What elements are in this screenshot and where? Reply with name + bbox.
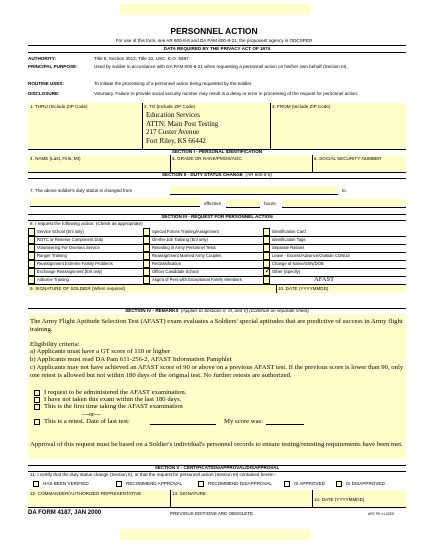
request-option-label: Reassignment Extreme Family Problems bbox=[37, 261, 113, 266]
request-option-label: Identification Tags bbox=[272, 237, 306, 242]
purpose-text: Used by soldier in accordance with DA PAM 600-8-21 when requesting a personnel action on his/her own behalf (Section III). bbox=[94, 64, 348, 69]
section5-heading: SECTION V - CERTIFICATION/APPROVAL/DISAPPROVAL bbox=[154, 465, 280, 470]
other-specify-value[interactable]: AFAST bbox=[314, 276, 335, 283]
name-label: 4. NAME (Last, First, MI) bbox=[30, 156, 81, 161]
from-field[interactable] bbox=[270, 103, 406, 149]
request-checkbox[interactable] bbox=[263, 236, 270, 244]
effective-field[interactable] bbox=[226, 199, 260, 208]
recommend-approval-checkbox[interactable] bbox=[116, 481, 122, 487]
option-not-taken-label: I have not taken this exam within the last 180 days. bbox=[44, 396, 182, 403]
purpose-label: PRINCIPAL PURPOSE: bbox=[28, 64, 78, 69]
privacy-heading: DATA REQUIRED BY THE PRIVACY ACT OF 1974 bbox=[163, 46, 271, 51]
thru-label: 1. THRU (Include ZIP Code) bbox=[30, 104, 88, 109]
request-checkbox[interactable] bbox=[28, 252, 35, 260]
option-administer-label: I request to be administered the AFAST examination. bbox=[44, 389, 187, 396]
or-separator: ---or--- bbox=[82, 411, 101, 418]
request-checkbox[interactable] bbox=[143, 228, 150, 236]
option-first-time-checkbox[interactable] bbox=[34, 404, 40, 410]
authority-label: AUTHORITY: bbox=[28, 56, 56, 61]
recommend-disapproval-checkbox[interactable] bbox=[198, 481, 204, 487]
form-number: DA FORM 4187, JAN 2000 bbox=[28, 510, 102, 516]
recommend-disapproval-label: RECOMMEND DISAPPROVAL bbox=[208, 481, 272, 486]
to-address-line: Education Services bbox=[146, 111, 200, 119]
retest-label: This is a retest. Date of last test: bbox=[44, 418, 130, 425]
verified-label: HAS BEEN VERIFIED bbox=[43, 481, 89, 486]
request-checkbox[interactable] bbox=[263, 228, 270, 236]
recommend-approval-label: RECOMMEND APPROVAL bbox=[126, 481, 183, 486]
item8-label: 8. I request the following action: (Check as appropriate) bbox=[30, 221, 143, 226]
grade-label: 5. GRADE OR RANK/PMOS/AOC bbox=[172, 156, 242, 161]
request-checkbox[interactable] bbox=[263, 268, 270, 276]
item11-label: 11. I certify that the duty status change (Section II), or that the request for personnel action (Section III) contained herein - bbox=[30, 472, 277, 477]
disclosure-label: DISCLOSURE: bbox=[28, 91, 60, 96]
disapproved-label: IS DISAPPROVED bbox=[346, 481, 385, 486]
option-first-time-label: This is the first time taking the AFAST examination bbox=[44, 403, 183, 410]
date-label: 10. DATE (YYYYMMDD) bbox=[278, 286, 329, 291]
from-label: 3. FROM (Include ZIP Code) bbox=[272, 104, 331, 109]
hours-label: hours, bbox=[264, 201, 277, 206]
score-label: My score was: bbox=[224, 418, 264, 425]
signature-label: 9. SIGNATURE OF SOLDIER (When required) bbox=[30, 286, 126, 291]
authority-text: Title 5, Section 3012, Title 10, USC, E.O. 9397. bbox=[94, 56, 190, 61]
approval-note: Approval of this request must be based on a Soldier's individual's personnel records to ensure testing/retesting requirements have been met. bbox=[30, 441, 403, 448]
disapproved-checkbox[interactable] bbox=[336, 481, 342, 487]
request-checkbox[interactable] bbox=[28, 268, 35, 276]
request-option-label: Officer Candidate School bbox=[152, 269, 199, 274]
request-checkbox[interactable] bbox=[143, 236, 150, 244]
request-option-label: Airborne Training bbox=[37, 277, 69, 282]
request-option-label: Change of Name/SSN/DOB bbox=[272, 261, 324, 266]
form-subtitle: For use of this form, see AR 600-8-6 and DA PAM 600-8-21; the proponent agency is ODCSPER bbox=[115, 38, 313, 43]
request-checkbox[interactable] bbox=[143, 276, 150, 284]
ssn-label: 6. SOCIAL SECURITY NUMBER bbox=[314, 156, 382, 161]
request-option-label bbox=[272, 276, 404, 284]
request-checkbox[interactable] bbox=[28, 244, 35, 252]
to-address-line: 217 Custer Avenue bbox=[146, 128, 200, 136]
remarks-text bbox=[30, 318, 404, 380]
request-option-label: ROTC or Reserve Component Duty bbox=[37, 237, 104, 242]
option-administer-checkbox[interactable] bbox=[34, 390, 40, 396]
to-address-line: ATTN: Main Post Testing bbox=[146, 119, 219, 128]
section1-heading: SECTION I - PERSONAL IDENTIFICATION bbox=[171, 149, 263, 154]
request-option-label: Identification Card bbox=[272, 229, 306, 234]
to-label: 2. TO (Include ZIP Code) bbox=[144, 104, 196, 109]
request-option-label: On-the-Job Training (Enl only) bbox=[152, 237, 208, 242]
request-option-label: Special Forces Training/Assignment bbox=[152, 229, 219, 234]
commander-signature-label: 13. SIGNATURE bbox=[172, 491, 207, 496]
request-checkbox[interactable] bbox=[263, 244, 270, 252]
request-checkbox[interactable] bbox=[143, 244, 150, 252]
request-checkbox[interactable] bbox=[143, 268, 150, 276]
routine-uses-text: To initiate the processing of a personnel action being requested by the soldier. bbox=[94, 81, 253, 86]
request-option-label: Retesting in Army Personnel Tests bbox=[152, 245, 216, 250]
score-field[interactable] bbox=[266, 424, 304, 425]
request-checkbox[interactable] bbox=[143, 252, 150, 260]
form-title: PERSONNEL ACTION bbox=[170, 26, 258, 36]
criteria-a: a) Applicants must have a GT score of 110 or higher bbox=[30, 348, 171, 356]
thru-field[interactable] bbox=[28, 103, 142, 149]
option-not-taken-checkbox[interactable] bbox=[34, 397, 40, 403]
to-address-line: Fort Riley, KS 66442 bbox=[146, 136, 206, 145]
request-checkbox[interactable] bbox=[28, 236, 35, 244]
request-option-label: Reassignment Married Army Couples bbox=[152, 253, 222, 258]
bottom-fill-strip[interactable] bbox=[120, 529, 310, 540]
request-option-label: Other (Specify) bbox=[272, 269, 301, 274]
request-checkbox[interactable] bbox=[28, 276, 35, 284]
criteria-title: Eligibility criteria: bbox=[30, 340, 80, 348]
remarks-intro: The Army Flight Aptitude Selection Test (AFAST) exam evaluates a Soldiers' special aptitudes that are predictive of success in Army flight training. bbox=[30, 318, 403, 333]
request-option-label: Exchange Reassignment (Enl only) bbox=[37, 269, 103, 274]
request-checkbox[interactable] bbox=[28, 228, 35, 236]
last-test-date-field[interactable] bbox=[150, 424, 216, 425]
criteria-b: b) Applicants must read DA Pam 611-256-2, AFAST Information Pamphlet bbox=[30, 356, 232, 364]
top-fill-strip[interactable] bbox=[120, 4, 310, 15]
verified-checkbox[interactable] bbox=[33, 481, 39, 487]
disclosure-text: Voluntary. Failure to provide social security number may result in a delay or error in processing of the request for personnel action. bbox=[94, 91, 359, 96]
duty-status-text: 7. The above soldier's duty status is changed from bbox=[30, 188, 133, 193]
section3-heading: SECTION III - REQUEST FOR PERSONNEL ACTION bbox=[161, 214, 273, 219]
request-option-label: Reclassification bbox=[152, 261, 182, 266]
request-option-label: Separate Rations bbox=[272, 245, 305, 250]
request-checkbox[interactable] bbox=[263, 252, 270, 260]
request-checkbox[interactable] bbox=[143, 260, 150, 268]
criteria-c: c) Applicants may not have achieved an AFAST score of 90 or above on a previous AFAST test. If the previous score is lower than 90, only one retest is allowed but not within 180 days of the original test. No further retests are authorized. bbox=[30, 363, 404, 379]
duty-from-field[interactable] bbox=[170, 186, 338, 195]
request-option-label: Asgmt of Pers with Exceptional Family Members bbox=[152, 277, 242, 282]
apd-version: APD PE v1.02ES bbox=[368, 512, 395, 516]
retest-checkbox[interactable] bbox=[34, 419, 40, 425]
representative-label: 12. COMMANDER/AUTHORIZED REPRESENTATIVE bbox=[30, 491, 142, 496]
approval-date-label: 14. DATE (YYYYMMDD) bbox=[314, 497, 365, 502]
request-checkbox[interactable] bbox=[28, 260, 35, 268]
approved-label: IS APPROVED bbox=[294, 481, 325, 486]
effective-label: effective bbox=[204, 201, 222, 206]
request-option-label: Ranger Training bbox=[37, 253, 67, 258]
duty-to-label: to bbox=[342, 188, 346, 193]
approved-checkbox[interactable] bbox=[284, 481, 290, 487]
request-checkbox[interactable] bbox=[263, 276, 270, 284]
duty-to-field[interactable] bbox=[30, 198, 200, 207]
routine-uses-label: ROUTINE USES: bbox=[28, 81, 64, 86]
hours-field[interactable] bbox=[282, 199, 406, 208]
section2-heading: SECTION II - DUTY STATUS CHANGE (AR 600-8-6) bbox=[161, 172, 273, 177]
request-option-label: Volunteering For Oversea Service bbox=[37, 245, 100, 250]
section4-heading: SECTION IV - REMARKS (Applies to Sections II, III, and V) (Continue on separate sheet) bbox=[125, 308, 309, 313]
request-option-label: Leave - Excess/Advance/Outside CONUS bbox=[272, 253, 350, 258]
obsolete-notice: PREVIOUS EDITIONS ARE OBSOLETE bbox=[170, 511, 254, 516]
request-option-label: Service School (Enl only) bbox=[37, 229, 84, 234]
